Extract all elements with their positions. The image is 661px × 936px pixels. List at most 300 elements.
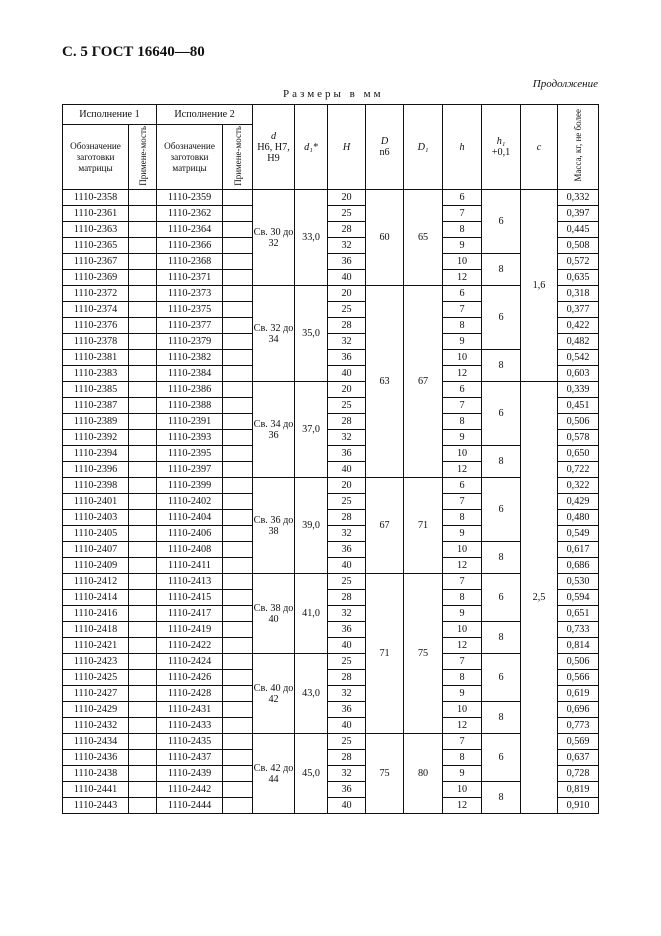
- variant2-code: 1110-2382: [157, 350, 223, 366]
- variant2-code: 1110-2426: [157, 670, 223, 686]
- H-cell: 28: [328, 222, 366, 238]
- variant2-applicability: [223, 398, 253, 414]
- variant1-applicability: [129, 318, 157, 334]
- c-cell: 2,5: [521, 382, 558, 814]
- H-cell: 20: [328, 382, 366, 398]
- header-d-symbol: d: [270, 130, 277, 142]
- variant1-applicability: [129, 254, 157, 270]
- variant2-code: 1110-2439: [157, 766, 223, 782]
- h-cell: 9: [443, 334, 482, 350]
- variant1-applicability: [129, 222, 157, 238]
- h-cell: 9: [443, 606, 482, 622]
- H-cell: 28: [328, 590, 366, 606]
- variant1-applicability: [129, 206, 157, 222]
- variant1-code: 1110-2374: [63, 302, 129, 318]
- variant2-code: 1110-2442: [157, 782, 223, 798]
- header-c: c: [521, 105, 558, 190]
- mass-cell: 0,506: [558, 654, 599, 670]
- mass-cell: 0,508: [558, 238, 599, 254]
- variant2-code: 1110-2359: [157, 190, 223, 206]
- h-cell: 10: [443, 542, 482, 558]
- H-cell: 25: [328, 734, 366, 750]
- H-cell: 25: [328, 302, 366, 318]
- variant2-applicability: [223, 254, 253, 270]
- table-row: [63, 254, 599, 270]
- h-cell: 6: [443, 478, 482, 494]
- variant1-code: 1110-2403: [63, 510, 129, 526]
- H-cell: 32: [328, 766, 366, 782]
- table-row: [63, 350, 599, 366]
- h1-cell: 6: [482, 478, 521, 542]
- d-range-cell: Св. 42 до 44: [253, 734, 295, 814]
- variant1-code: 1110-2434: [63, 734, 129, 750]
- variant2-code: 1110-2397: [157, 462, 223, 478]
- variant1-applicability: [129, 190, 157, 206]
- variant2-code: 1110-2404: [157, 510, 223, 526]
- h-cell: 10: [443, 702, 482, 718]
- variant2-code: 1110-2435: [157, 734, 223, 750]
- variant2-code: 1110-2433: [157, 718, 223, 734]
- d-range-cell: Св. 32 до 34: [253, 286, 295, 382]
- mass-cell: 0,572: [558, 254, 599, 270]
- header-H: H: [328, 105, 366, 190]
- variant2-applicability: [223, 766, 253, 782]
- mass-cell: 0,549: [558, 526, 599, 542]
- variant1-code: 1110-2429: [63, 702, 129, 718]
- table-row: [63, 622, 599, 638]
- variant1-code: 1110-2389: [63, 414, 129, 430]
- header-mass-label: Масса, кг, не более: [573, 109, 584, 182]
- variant2-code: 1110-2377: [157, 318, 223, 334]
- d1-cell: 43,0: [295, 654, 328, 734]
- mass-cell: 0,339: [558, 382, 599, 398]
- variant1-code: 1110-2398: [63, 478, 129, 494]
- mass-cell: 0,773: [558, 718, 599, 734]
- variant2-code: 1110-2437: [157, 750, 223, 766]
- D-cell: 60: [366, 190, 404, 286]
- variant2-applicability: [223, 382, 253, 398]
- h-cell: 7: [443, 494, 482, 510]
- H-cell: 32: [328, 238, 366, 254]
- H-cell: 40: [328, 270, 366, 286]
- variant2-applicability: [223, 334, 253, 350]
- h1-cell: 8: [482, 446, 521, 478]
- mass-cell: 0,482: [558, 334, 599, 350]
- H-cell: 32: [328, 334, 366, 350]
- h-cell: 7: [443, 302, 482, 318]
- variant2-code: 1110-2399: [157, 478, 223, 494]
- variant2-applicability: [223, 366, 253, 382]
- variant1-applicability: [129, 478, 157, 494]
- D-cell: 67: [366, 478, 404, 574]
- mass-cell: 0,696: [558, 702, 599, 718]
- variant2-applicability: [223, 590, 253, 606]
- variant1-code: 1110-2361: [63, 206, 129, 222]
- table-row: [63, 286, 599, 302]
- h-cell: 12: [443, 462, 482, 478]
- h1-cell: 8: [482, 702, 521, 734]
- table-row: [63, 782, 599, 798]
- mass-cell: 0,322: [558, 478, 599, 494]
- header-blank-designation-1: Обозначение заготовки матрицы: [63, 125, 129, 190]
- variant2-code: 1110-2402: [157, 494, 223, 510]
- variant2-applicability: [223, 414, 253, 430]
- variant2-code: 1110-2411: [157, 558, 223, 574]
- d1-cell: 35,0: [295, 286, 328, 382]
- h1-cell: 6: [482, 382, 521, 446]
- h-cell: 7: [443, 654, 482, 670]
- variant1-applicability: [129, 686, 157, 702]
- variant2-applicability: [223, 654, 253, 670]
- mass-cell: 0,530: [558, 574, 599, 590]
- variant1-applicability: [129, 622, 157, 638]
- header-d-tolerance: Н6, Н7, Н9: [257, 141, 290, 164]
- h-cell: 8: [443, 590, 482, 606]
- h1-cell: 8: [482, 782, 521, 814]
- variant2-code: 1110-2371: [157, 270, 223, 286]
- variant2-applicability: [223, 190, 253, 206]
- variant1-code: 1110-2432: [63, 718, 129, 734]
- h-cell: 7: [443, 206, 482, 222]
- H-cell: 25: [328, 574, 366, 590]
- H-cell: 28: [328, 750, 366, 766]
- D1-cell: 67: [404, 286, 443, 478]
- mass-cell: 0,722: [558, 462, 599, 478]
- variant2-applicability: [223, 270, 253, 286]
- mass-cell: 0,332: [558, 190, 599, 206]
- table-row: [63, 542, 599, 558]
- variant2-applicability: [223, 782, 253, 798]
- table-row: [63, 654, 599, 670]
- h-cell: 12: [443, 798, 482, 814]
- h-cell: 7: [443, 734, 482, 750]
- h1-cell: 8: [482, 542, 521, 574]
- mass-cell: 0,617: [558, 542, 599, 558]
- variant1-code: 1110-2365: [63, 238, 129, 254]
- variant1-applicability: [129, 350, 157, 366]
- h-cell: 10: [443, 446, 482, 462]
- mass-cell: 0,578: [558, 430, 599, 446]
- variant1-applicability: [129, 590, 157, 606]
- variant1-applicability: [129, 558, 157, 574]
- h-cell: 12: [443, 718, 482, 734]
- header-mass: [558, 105, 599, 190]
- variant2-applicability: [223, 206, 253, 222]
- variant1-applicability: [129, 654, 157, 670]
- h-cell: 8: [443, 670, 482, 686]
- header-D: [366, 105, 404, 190]
- H-cell: 25: [328, 206, 366, 222]
- variant1-code: 1110-2378: [63, 334, 129, 350]
- variant1-applicability: [129, 510, 157, 526]
- variant1-applicability: [129, 446, 157, 462]
- header-D1: D₁: [404, 105, 443, 190]
- table-body: [63, 190, 599, 814]
- d1-cell: 33,0: [295, 190, 328, 286]
- mass-cell: 0,650: [558, 446, 599, 462]
- D-cell: 75: [366, 734, 404, 814]
- variant2-applicability: [223, 702, 253, 718]
- variant1-code: 1110-2423: [63, 654, 129, 670]
- H-cell: 40: [328, 366, 366, 382]
- mass-cell: 0,397: [558, 206, 599, 222]
- variant1-code: 1110-2443: [63, 798, 129, 814]
- header-h1-symbol: h₁: [496, 136, 506, 147]
- variant1-code: 1110-2396: [63, 462, 129, 478]
- H-cell: 40: [328, 798, 366, 814]
- mass-cell: 0,619: [558, 686, 599, 702]
- variant1-applicability: [129, 462, 157, 478]
- variant2-applicability: [223, 542, 253, 558]
- variant1-applicability: [129, 414, 157, 430]
- h1-cell: 8: [482, 622, 521, 654]
- variant2-applicability: [223, 606, 253, 622]
- variant1-code: 1110-2383: [63, 366, 129, 382]
- mass-cell: 0,377: [558, 302, 599, 318]
- variant2-code: 1110-2422: [157, 638, 223, 654]
- c-cell: 1,6: [521, 190, 558, 382]
- H-cell: 40: [328, 558, 366, 574]
- variant2-applicability: [223, 462, 253, 478]
- variant2-applicability: [223, 286, 253, 302]
- h-cell: 9: [443, 238, 482, 254]
- h-cell: 9: [443, 430, 482, 446]
- h-cell: 12: [443, 638, 482, 654]
- variant1-code: 1110-2358: [63, 190, 129, 206]
- variant1-code: 1110-2372: [63, 286, 129, 302]
- header-variant-2: Исполнение 2: [157, 105, 253, 125]
- variant1-applicability: [129, 366, 157, 382]
- variant1-code: 1110-2416: [63, 606, 129, 622]
- header-applicability-2: [223, 125, 253, 190]
- H-cell: 32: [328, 686, 366, 702]
- variant2-code: 1110-2419: [157, 622, 223, 638]
- mass-cell: 0,733: [558, 622, 599, 638]
- variant1-code: 1110-2381: [63, 350, 129, 366]
- H-cell: 25: [328, 398, 366, 414]
- mass-cell: 0,814: [558, 638, 599, 654]
- h-cell: 10: [443, 254, 482, 270]
- variant2-applicability: [223, 622, 253, 638]
- D1-cell: 71: [404, 478, 443, 574]
- mass-cell: 0,506: [558, 414, 599, 430]
- variant1-applicability: [129, 638, 157, 654]
- D-cell: 63: [366, 286, 404, 478]
- mass-cell: 0,603: [558, 366, 599, 382]
- variant2-applicability: [223, 302, 253, 318]
- variant2-applicability: [223, 446, 253, 462]
- H-cell: 28: [328, 318, 366, 334]
- h1-cell: 6: [482, 654, 521, 702]
- variant1-applicability: [129, 702, 157, 718]
- variant2-code: 1110-2408: [157, 542, 223, 558]
- D1-cell: 75: [404, 574, 443, 734]
- table-row: [63, 702, 599, 718]
- H-cell: 25: [328, 494, 366, 510]
- H-cell: 20: [328, 478, 366, 494]
- variant2-applicability: [223, 686, 253, 702]
- header-D-tolerance: n6: [379, 147, 390, 158]
- variant1-code: 1110-2367: [63, 254, 129, 270]
- mass-cell: 0,594: [558, 590, 599, 606]
- variant1-code: 1110-2441: [63, 782, 129, 798]
- variant1-code: 1110-2414: [63, 590, 129, 606]
- H-cell: 40: [328, 462, 366, 478]
- variant1-applicability: [129, 542, 157, 558]
- variant1-applicability: [129, 382, 157, 398]
- variant1-code: 1110-2376: [63, 318, 129, 334]
- header-applicability-1-label: Примене-мость: [137, 125, 148, 186]
- variant1-code: 1110-2401: [63, 494, 129, 510]
- h-cell: 10: [443, 350, 482, 366]
- variant2-applicability: [223, 478, 253, 494]
- variant2-code: 1110-2431: [157, 702, 223, 718]
- dimensions-table: [62, 104, 599, 814]
- variant1-code: 1110-2409: [63, 558, 129, 574]
- H-cell: 36: [328, 702, 366, 718]
- variant2-code: 1110-2424: [157, 654, 223, 670]
- header-h1: [482, 105, 521, 190]
- mass-cell: 0,566: [558, 670, 599, 686]
- h1-cell: 6: [482, 286, 521, 350]
- variant1-applicability: [129, 398, 157, 414]
- table-row: [63, 734, 599, 750]
- h-cell: 10: [443, 622, 482, 638]
- d1-cell: 41,0: [295, 574, 328, 654]
- variant1-code: 1110-2421: [63, 638, 129, 654]
- h-cell: 9: [443, 766, 482, 782]
- variant2-code: 1110-2362: [157, 206, 223, 222]
- variant2-applicability: [223, 638, 253, 654]
- variant1-code: 1110-2405: [63, 526, 129, 542]
- variant2-code: 1110-2415: [157, 590, 223, 606]
- variant2-code: 1110-2388: [157, 398, 223, 414]
- h-cell: 8: [443, 510, 482, 526]
- header-applicability-2-label: Примене-мость: [232, 125, 243, 186]
- variant2-applicability: [223, 574, 253, 590]
- variant2-applicability: [223, 430, 253, 446]
- h1-cell: 6: [482, 190, 521, 254]
- mass-cell: 0,686: [558, 558, 599, 574]
- h1-cell: 6: [482, 574, 521, 622]
- variant2-applicability: [223, 222, 253, 238]
- d-range-cell: Св. 36 до 38: [253, 478, 295, 574]
- mass-cell: 0,480: [558, 510, 599, 526]
- variant2-code: 1110-2364: [157, 222, 223, 238]
- h-cell: 9: [443, 686, 482, 702]
- header-blank-designation-2: Обозначение заготовки матрицы: [157, 125, 223, 190]
- variant1-applicability: [129, 766, 157, 782]
- H-cell: 28: [328, 510, 366, 526]
- variant2-applicability: [223, 350, 253, 366]
- header-d: [253, 105, 295, 190]
- H-cell: 36: [328, 254, 366, 270]
- variant1-code: 1110-2363: [63, 222, 129, 238]
- variant1-applicability: [129, 750, 157, 766]
- h1-cell: 8: [482, 350, 521, 382]
- variant2-applicability: [223, 734, 253, 750]
- table-row: [63, 478, 599, 494]
- H-cell: 36: [328, 622, 366, 638]
- variant2-applicability: [223, 718, 253, 734]
- variant1-applicability: [129, 430, 157, 446]
- table-row: [63, 190, 599, 206]
- h-cell: 12: [443, 270, 482, 286]
- mass-cell: 0,910: [558, 798, 599, 814]
- variant2-code: 1110-2413: [157, 574, 223, 590]
- mass-cell: 0,819: [558, 782, 599, 798]
- header-D-symbol: D: [380, 136, 389, 147]
- h-cell: 12: [443, 558, 482, 574]
- header-variant-1: Исполнение 1: [63, 105, 157, 125]
- table-row: [63, 574, 599, 590]
- variant1-code: 1110-2412: [63, 574, 129, 590]
- variant1-applicability: [129, 270, 157, 286]
- header-applicability-1: [129, 125, 157, 190]
- mass-cell: 0,635: [558, 270, 599, 286]
- variant2-code: 1110-2379: [157, 334, 223, 350]
- h1-cell: 8: [482, 254, 521, 286]
- H-cell: 25: [328, 654, 366, 670]
- header-h: h: [443, 105, 482, 190]
- D-cell: 71: [366, 574, 404, 734]
- H-cell: 28: [328, 414, 366, 430]
- d-range-cell: Св. 34 до 36: [253, 382, 295, 478]
- variant2-code: 1110-2444: [157, 798, 223, 814]
- variant2-code: 1110-2375: [157, 302, 223, 318]
- variant1-applicability: [129, 302, 157, 318]
- variant2-applicability: [223, 526, 253, 542]
- h-cell: 12: [443, 366, 482, 382]
- mass-cell: 0,445: [558, 222, 599, 238]
- variant2-code: 1110-2386: [157, 382, 223, 398]
- mass-cell: 0,728: [558, 766, 599, 782]
- mass-cell: 0,651: [558, 606, 599, 622]
- variant1-applicability: [129, 334, 157, 350]
- H-cell: 36: [328, 542, 366, 558]
- variant1-applicability: [129, 606, 157, 622]
- mass-cell: 0,422: [558, 318, 599, 334]
- variant2-applicability: [223, 318, 253, 334]
- variant2-code: 1110-2384: [157, 366, 223, 382]
- variant2-code: 1110-2366: [157, 238, 223, 254]
- variant2-applicability: [223, 558, 253, 574]
- table-row: [63, 382, 599, 398]
- variant2-code: 1110-2417: [157, 606, 223, 622]
- variant1-code: 1110-2425: [63, 670, 129, 686]
- variant1-applicability: [129, 718, 157, 734]
- h-cell: 8: [443, 318, 482, 334]
- header-h1-tolerance: +0,1: [491, 147, 511, 158]
- variant2-applicability: [223, 238, 253, 254]
- mass-cell: 0,318: [558, 286, 599, 302]
- dimensions-caption: Размеры в мм: [283, 88, 384, 100]
- d-range-cell: Св. 38 до 40: [253, 574, 295, 654]
- d-range-cell: Св. 40 до 42: [253, 654, 295, 734]
- mass-cell: 0,451: [558, 398, 599, 414]
- H-cell: 32: [328, 430, 366, 446]
- variant2-code: 1110-2395: [157, 446, 223, 462]
- d1-cell: 45,0: [295, 734, 328, 814]
- variant1-applicability: [129, 798, 157, 814]
- variant2-applicability: [223, 750, 253, 766]
- variant1-code: 1110-2385: [63, 382, 129, 398]
- variant1-code: 1110-2407: [63, 542, 129, 558]
- variant2-applicability: [223, 510, 253, 526]
- h-cell: 7: [443, 574, 482, 590]
- mass-cell: 0,569: [558, 734, 599, 750]
- variant1-applicability: [129, 782, 157, 798]
